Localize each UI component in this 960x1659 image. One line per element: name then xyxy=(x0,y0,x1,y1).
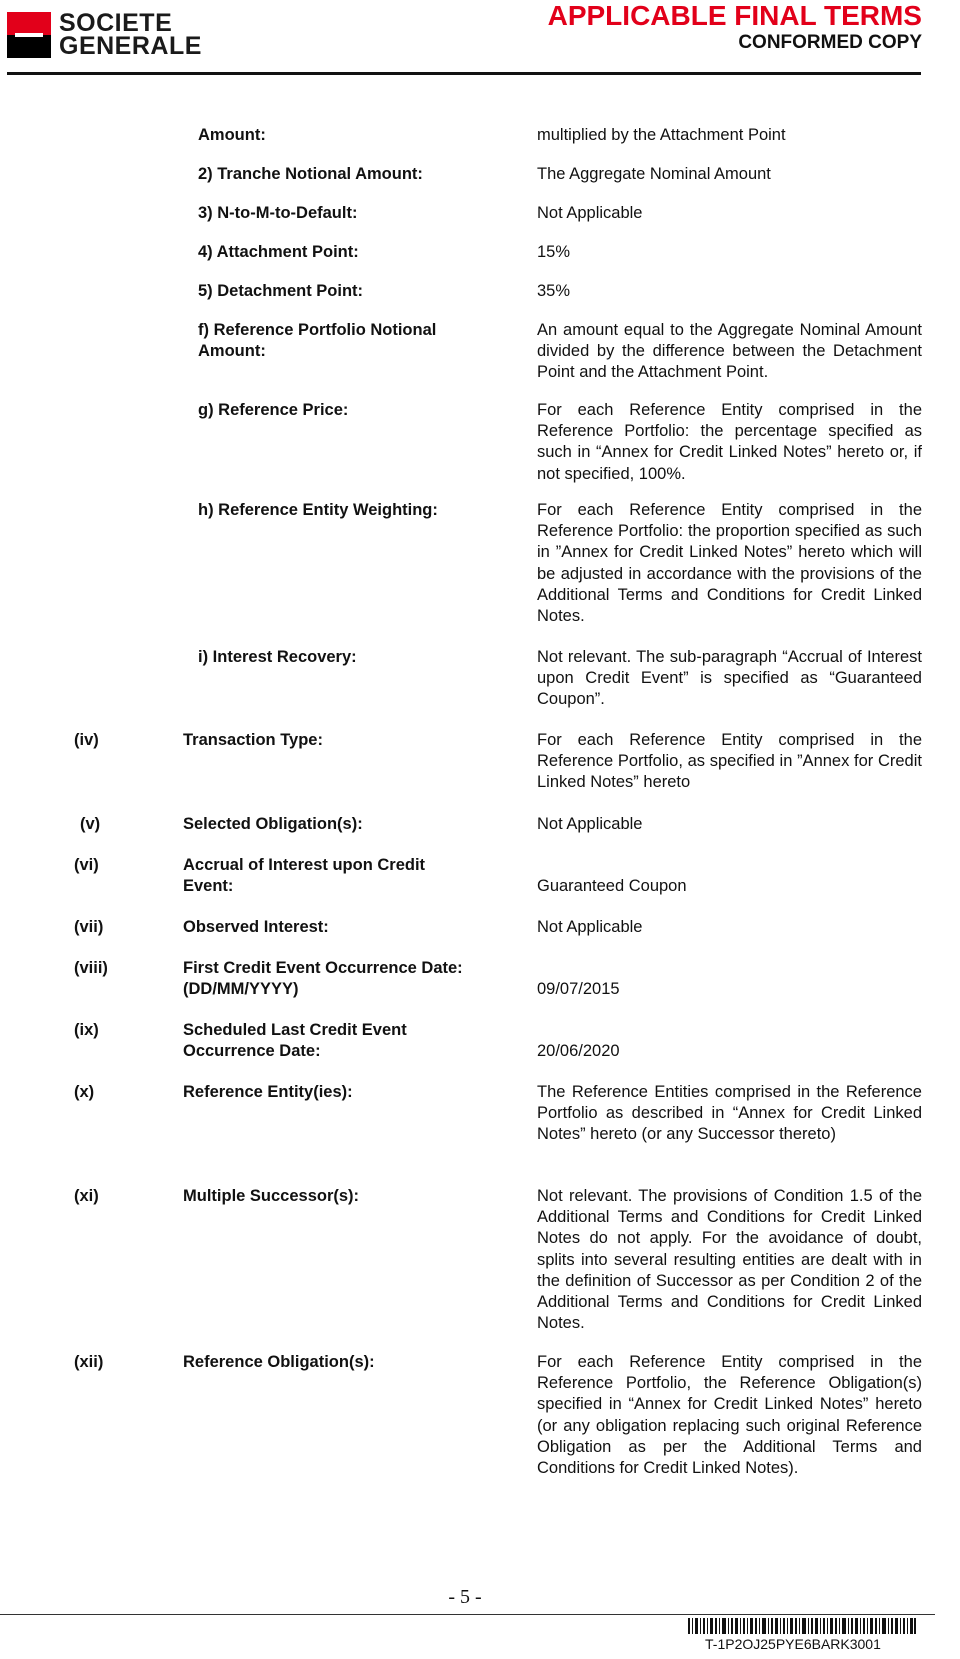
term-row xyxy=(0,1082,960,1186)
barcode-icon xyxy=(688,1618,916,1634)
term-row xyxy=(0,1020,960,1082)
term-label: Transaction Type: xyxy=(183,731,323,749)
term-row xyxy=(0,125,960,164)
term-number: (xi) xyxy=(74,1187,99,1205)
term-value: For each Reference Entity comprised in the Reference Portfolio, as specified in ”Annex for Credit Linked Notes” hereto xyxy=(537,731,922,792)
term-value: For each Reference Entity comprised in the Reference Portfolio: the percentage specified as such in “Annex for Credit Linked Notes” hereto or, if not specified, 100%. xyxy=(537,401,922,483)
term-row xyxy=(0,730,960,814)
term-value: 35% xyxy=(537,282,571,300)
term-label: h) Reference Entity Weighting: xyxy=(198,501,438,519)
term-value: 20/06/2020 xyxy=(537,1042,620,1060)
document-code: T-1P2OJ25PYE6BARK3001 xyxy=(705,1636,881,1652)
term-number: (vi) xyxy=(74,856,99,874)
term-label: 4) Attachment Point: xyxy=(198,243,359,261)
term-row xyxy=(0,1186,960,1352)
term-label: Selected Obligation(s): xyxy=(183,815,363,833)
term-number: (x) xyxy=(74,1083,95,1101)
term-number: (v) xyxy=(80,815,101,833)
term-label: g) Reference Price: xyxy=(198,401,349,419)
document-subtitle: CONFORMED COPY xyxy=(738,32,922,53)
term-value: Not Applicable xyxy=(537,204,643,222)
footer-divider xyxy=(0,1614,935,1615)
term-number: (vii) xyxy=(74,918,104,936)
term-row xyxy=(0,647,960,730)
term-row xyxy=(0,855,960,917)
term-label: 2) Tranche Notional Amount: xyxy=(198,165,423,183)
term-row xyxy=(0,203,960,242)
term-value: For each Reference Entity comprised in the Reference Portfolio: the proportion specified as such in ”Annex for Credit Linked Notes” hereto which will be adjusted in accordance with the provisions of the Additional Terms and Conditions for Credit Linked Notes. xyxy=(537,501,922,626)
term-row xyxy=(0,917,960,958)
term-row xyxy=(0,164,960,203)
term-value: Not relevant. The sub-paragraph “Accrual of Interest upon Credit Event” is specified as “Guaranteed Coupon”. xyxy=(537,648,922,709)
term-label: Amount: xyxy=(198,126,266,144)
logo-mark xyxy=(7,12,51,58)
term-value: An amount equal to the Aggregate Nominal Amount divided by the difference between the Detachment Point and the Attachment Point. xyxy=(537,321,922,382)
term-row xyxy=(0,1352,960,1502)
page-number: - 5 - xyxy=(448,1586,482,1608)
term-row xyxy=(0,242,960,281)
term-number: (ix) xyxy=(74,1021,99,1039)
term-label: Scheduled Last Credit Event Occurrence Date: xyxy=(183,1021,407,1061)
term-value: For each Reference Entity comprised in the Reference Portfolio, the Reference Obligation(s) specified in “Annex for Credit Linked Notes” hereto (or any obligation replacing such original Reference Obligation as per the Additional Terms and Conditions for Credit Linked Notes). xyxy=(537,1353,922,1478)
term-row xyxy=(0,500,960,647)
term-label: 3) N-to-M-to-Default: xyxy=(198,204,358,222)
term-value: 15% xyxy=(537,243,571,261)
term-label: i) Interest Recovery: xyxy=(198,648,357,666)
term-value: multiplied by the Attachment Point xyxy=(537,126,786,144)
term-row xyxy=(0,814,960,855)
logo-wordmark: SOCIETE GENERALE xyxy=(59,9,202,60)
term-value: Not relevant. The provisions of Condition 1.5 of the Additional Terms and Conditions for Credit Linked Notes do not apply. For the avoidance of doubt, splits into several resulting entities are dealt with in the definition of Successor as per Condition 2 of the Additional Terms and Conditions for Credit Linked Notes. xyxy=(537,1187,922,1333)
term-label: Reference Obligation(s): xyxy=(183,1353,375,1371)
term-row xyxy=(0,281,960,320)
term-value: Not Applicable xyxy=(537,815,643,833)
term-label: f) Reference Portfolio Notional Amount: xyxy=(198,321,437,361)
term-label: Accrual of Interest upon Credit Event: xyxy=(183,856,426,896)
term-label: Observed Interest: xyxy=(183,918,329,936)
term-label: Reference Entity(ies): xyxy=(183,1083,353,1101)
term-value: The Aggregate Nominal Amount xyxy=(537,165,771,183)
term-value: 09/07/2015 xyxy=(537,980,620,998)
term-label: Multiple Successor(s): xyxy=(183,1187,360,1205)
terms-table xyxy=(0,125,960,1502)
term-value: The Reference Entities comprised in the Reference Portfolio as described in “Annex for Credit Linked Notes” hereto (or any Successor thereto) xyxy=(537,1083,922,1144)
document-header xyxy=(548,0,922,54)
term-number: (iv) xyxy=(74,731,99,749)
term-value: Guaranteed Coupon xyxy=(537,877,687,895)
term-label: 5) Detachment Point: xyxy=(198,282,364,300)
document-title: APPLICABLE FINAL TERMS xyxy=(547,0,922,31)
term-row xyxy=(0,320,960,400)
term-label: First Credit Event Occurrence Date: (DD/MM/YYYY) xyxy=(183,959,463,999)
term-row xyxy=(0,400,960,500)
header-divider xyxy=(7,72,921,75)
term-number: (xii) xyxy=(74,1353,104,1371)
term-value: Not Applicable xyxy=(537,918,643,936)
term-row xyxy=(0,958,960,1020)
term-number: (viii) xyxy=(74,959,108,977)
